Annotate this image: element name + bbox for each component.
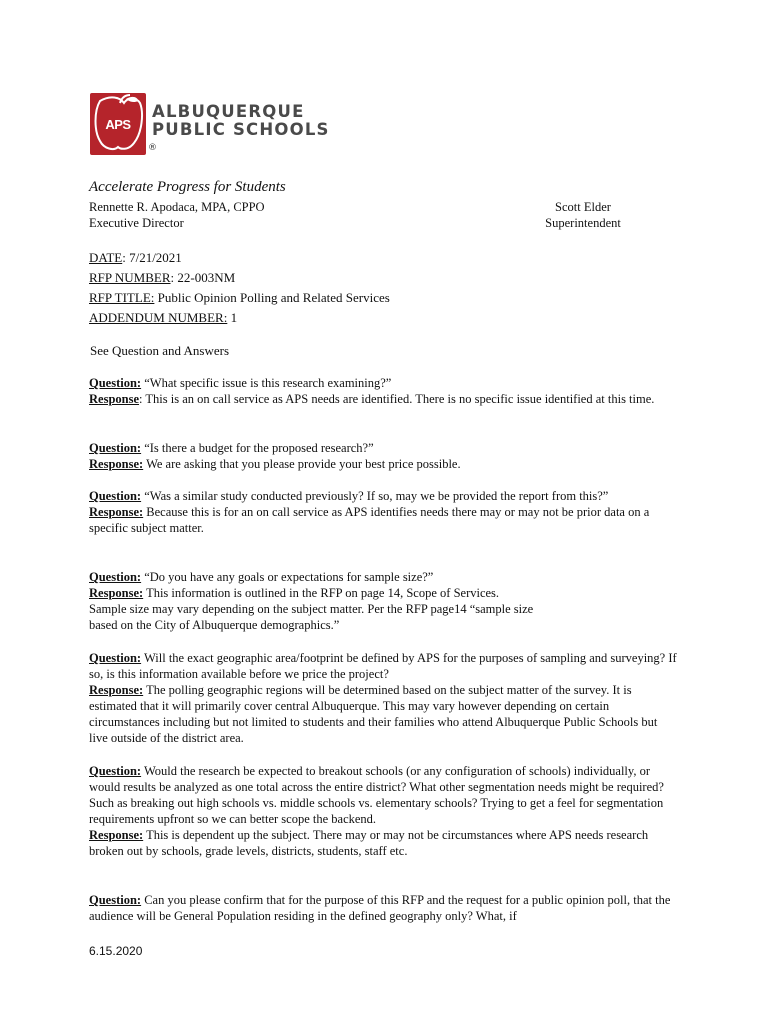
rfp-number-label: RFP NUMBER [89, 270, 171, 285]
qa-item [89, 440, 679, 472]
date-value: : 7/21/2021 [122, 250, 182, 265]
response [89, 585, 679, 601]
superintendent-title: Superintendent [545, 216, 621, 230]
addendum-value: 1 [227, 310, 238, 325]
response-extra-line: based on the City of Albuquerque demographics.” [89, 618, 340, 632]
response-text: This information is outlined in the RFP on page 14, Scope of Services. [143, 586, 500, 600]
qa-item [89, 763, 679, 859]
question-label: Question: [89, 570, 142, 584]
rfp-metadata [89, 248, 390, 328]
question-text: “Do you have any goals or expectations for sample size?” [141, 570, 434, 584]
response-label: Response: [89, 683, 144, 697]
question-text: “What specific issue is this research examining?” [141, 376, 392, 390]
qa-item [89, 569, 679, 633]
response [89, 682, 679, 746]
question-label: Question: [89, 764, 142, 778]
question-text: Would the research be expected to breakout schools (or any configuration of schools) individually, or would results be analyzed as one total across the entire district? What other segmentation needs might be required? Such as breaking out high schools vs. middle schools vs. elementary schools? Trying to get a feel for segmentation requirements upfront so we can better scope the backend. [89, 764, 664, 826]
qa-item [89, 375, 679, 407]
rfp-title-line [89, 288, 390, 308]
question [89, 569, 679, 585]
qa-item [89, 650, 679, 746]
question-label: Question: [89, 893, 142, 907]
response-text: : This is an on call service as APS needs are identified. There is no specific issue identified at this time. [139, 392, 655, 406]
response [89, 504, 679, 536]
response-label: Response: [89, 828, 144, 842]
response [89, 391, 679, 407]
response-text: The polling geographic regions will be determined based on the subject matter of the survey. It is estimated that it will primarily cover central Albuquerque. This may vary however depending on certain circumstances including but not limited to students and their families who attend Albuquerque Public Schools but live outside of the district area. [89, 683, 658, 745]
question-text: “Was a similar study conducted previously? If so, may we be provided the report from this?” [141, 489, 609, 503]
logo-mark-text: APS [105, 117, 131, 132]
response-label: Response: [89, 457, 144, 471]
addendum-label: ADDENDUM NUMBER: [89, 310, 228, 325]
response [89, 456, 679, 472]
intro-text: See Question and Answers [90, 343, 230, 358]
question [89, 488, 679, 504]
executive-director-name: Rennette R. Apodaca, MPA, CPPO [89, 200, 265, 214]
question [89, 375, 679, 391]
date-line [89, 248, 390, 268]
superintendent-name: Scott Elder [555, 200, 611, 214]
response-label: Response: [89, 505, 144, 519]
question-label: Question: [89, 441, 142, 455]
executive-director-title: Executive Director [89, 216, 184, 230]
rfp-title-label: RFP TITLE: [89, 290, 155, 305]
question-label: Question: [89, 489, 142, 503]
question-text: Can you please confirm that for the purpose of this RFP and the request for a public opinion poll, that the audience will be General Population residing in the defined geography only? What, if [89, 893, 671, 923]
tagline: Accelerate Progress for Students [89, 179, 286, 195]
question-label: Question: [89, 376, 142, 390]
rfp-number-value: : 22-003NM [170, 270, 236, 285]
response-text: This is dependent up the subject. There may or may not be circumstances where APS needs research broken out by schools, grade levels, districts, students, staff etc. [89, 828, 649, 858]
question [89, 440, 679, 456]
registered-mark: ® [148, 143, 157, 153]
logo-name-line2: PUBLIC SCHOOLS [152, 120, 330, 139]
question [89, 763, 679, 827]
logo-name-line1: ALBUQUERQUE [152, 102, 305, 121]
response [89, 827, 679, 859]
response-text: We are asking that you please provide your best price possible. [143, 457, 461, 471]
response-extra-line: Sample size may vary depending on the subject matter. Per the RFP page14 “sample size [89, 602, 534, 616]
question [89, 650, 679, 682]
response-label: Response [89, 392, 140, 406]
addendum-line [89, 308, 390, 328]
rfp-title-value: Public Opinion Polling and Related Services [154, 290, 390, 305]
left-header [89, 199, 265, 231]
rfp-number-line [89, 268, 390, 288]
footer-date: 6.15.2020 [89, 944, 143, 958]
response-text: Because this is for an on call service as APS identifies needs there may or may not be prior data on a specific subject matter. [89, 505, 650, 535]
qa-item [89, 892, 679, 924]
qa-item [89, 488, 679, 536]
question-label: Question: [89, 651, 142, 665]
apple-logo-icon [90, 93, 146, 155]
date-label: DATE [89, 250, 123, 265]
right-header [543, 199, 623, 231]
response-label: Response: [89, 586, 144, 600]
question-text: “Is there a budget for the proposed research?” [141, 441, 374, 455]
question [89, 892, 679, 924]
question-text: Will the exact geographic area/footprint be defined by APS for the purposes of sampling and surveying? If so, is this information available before we price the project? [89, 651, 677, 681]
aps-logo [90, 93, 330, 158]
